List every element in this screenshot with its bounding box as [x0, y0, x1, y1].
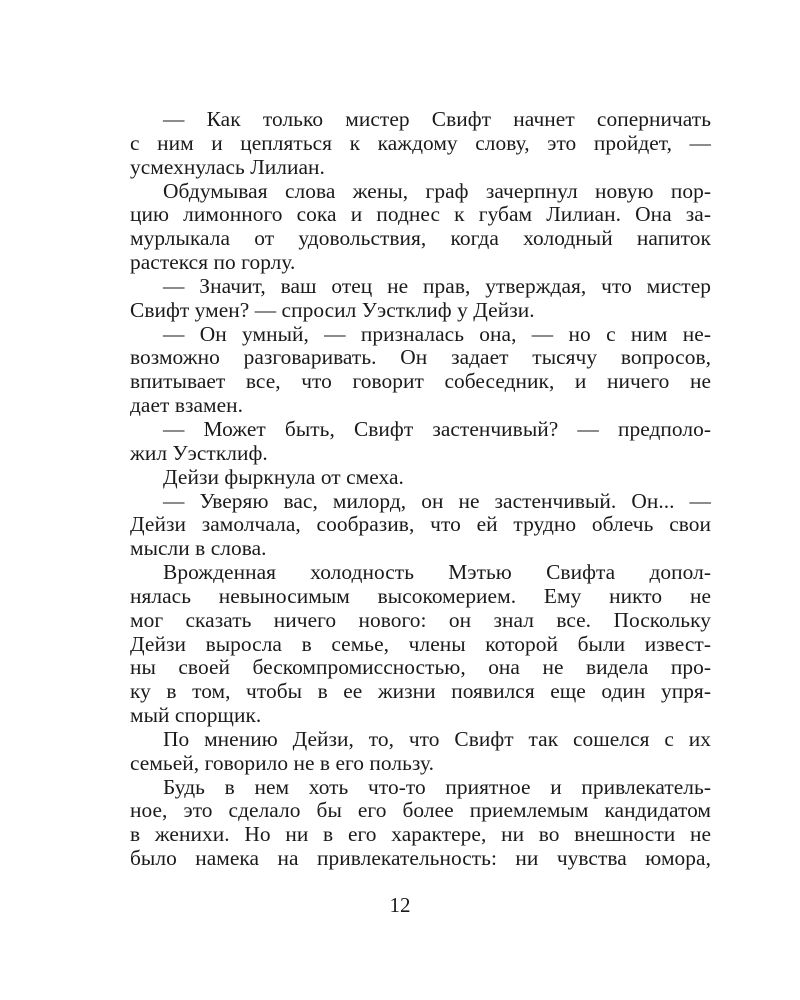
text-line: ны своей бескомпромиссностью, она не видела про- [130, 655, 711, 680]
text-line: усмехнулась Лилиан. [130, 154, 325, 179]
text-line: мог сказать ничего нового: он знал все. Поскольку [130, 607, 711, 632]
page-body-text [130, 108, 711, 871]
text-line: ку в том, чтобы в ее жизни появился еще один упря- [130, 679, 711, 704]
text-line: — Значит, ваш отец не прав, утверждая, что мистер [163, 273, 711, 298]
text-line: с ним и цепляться к каждому слову, это пройдет, — [130, 130, 711, 155]
text-line: Обдумывая слова жены, граф зачерпнул новую пор- [163, 178, 711, 203]
text-line: растекся по горлу. [130, 250, 296, 275]
text-line: мурлыкала от удовольствия, когда холодный напиток [130, 226, 711, 251]
text-line: — Как только мистер Свифт начнет соперничать [163, 107, 711, 131]
text-line: в женихи. Но ни в его характере, ни во внешности не [130, 822, 711, 847]
text-line: дает взамен. [130, 393, 244, 418]
text-line: Свифт умен? — спросил Уэстклиф у Дейзи. [130, 297, 535, 322]
text-line: мый спорщик. [130, 703, 262, 728]
text-line: возможно разговаривать. Он задает тысячу вопросов, [130, 345, 711, 370]
text-line: Дейзи фыркнула от смеха. [163, 464, 404, 489]
text-line: Дейзи выросла в семье, члены которой были извест- [130, 631, 711, 656]
text-line: впитывает все, что говорит собеседник, и ничего не [130, 369, 711, 394]
text-line: семьей, говорило не в его пользу. [130, 750, 434, 775]
text-line: — Он умный, — призналась она, — но с ним не- [163, 321, 711, 346]
text-line: Будь в нем хоть что-то приятное и привлекатель- [163, 774, 711, 799]
text-line: цию лимонного сока и поднес к губам Лилиан. Она за- [130, 202, 711, 227]
text-line: Врожденная холодность Мэтью Свифта допол- [163, 560, 711, 585]
text-line: нялась невыносимым высокомерием. Ему никто не [130, 583, 711, 608]
text-line: По мнению Дейзи, то, что Свифт так сошелся с их [163, 726, 711, 751]
text-line: — Может быть, Свифт застенчивый? — предполо- [163, 416, 711, 441]
text-line: было намека на привлекательность: ни чувства юмора, [130, 846, 711, 871]
page-number: 12 [389, 893, 411, 917]
text-line: — Уверяю вас, милорд, он не застенчивый. Он... — [163, 488, 711, 513]
text-line: мысли в слова. [130, 536, 267, 561]
text-line: Дейзи замолчала, сообразив, что ей трудно облечь свои [130, 512, 711, 537]
text-line: ное, это сделало бы его более приемлемым кандидатом [130, 798, 711, 823]
text-line: жил Уэстклиф. [130, 440, 268, 465]
